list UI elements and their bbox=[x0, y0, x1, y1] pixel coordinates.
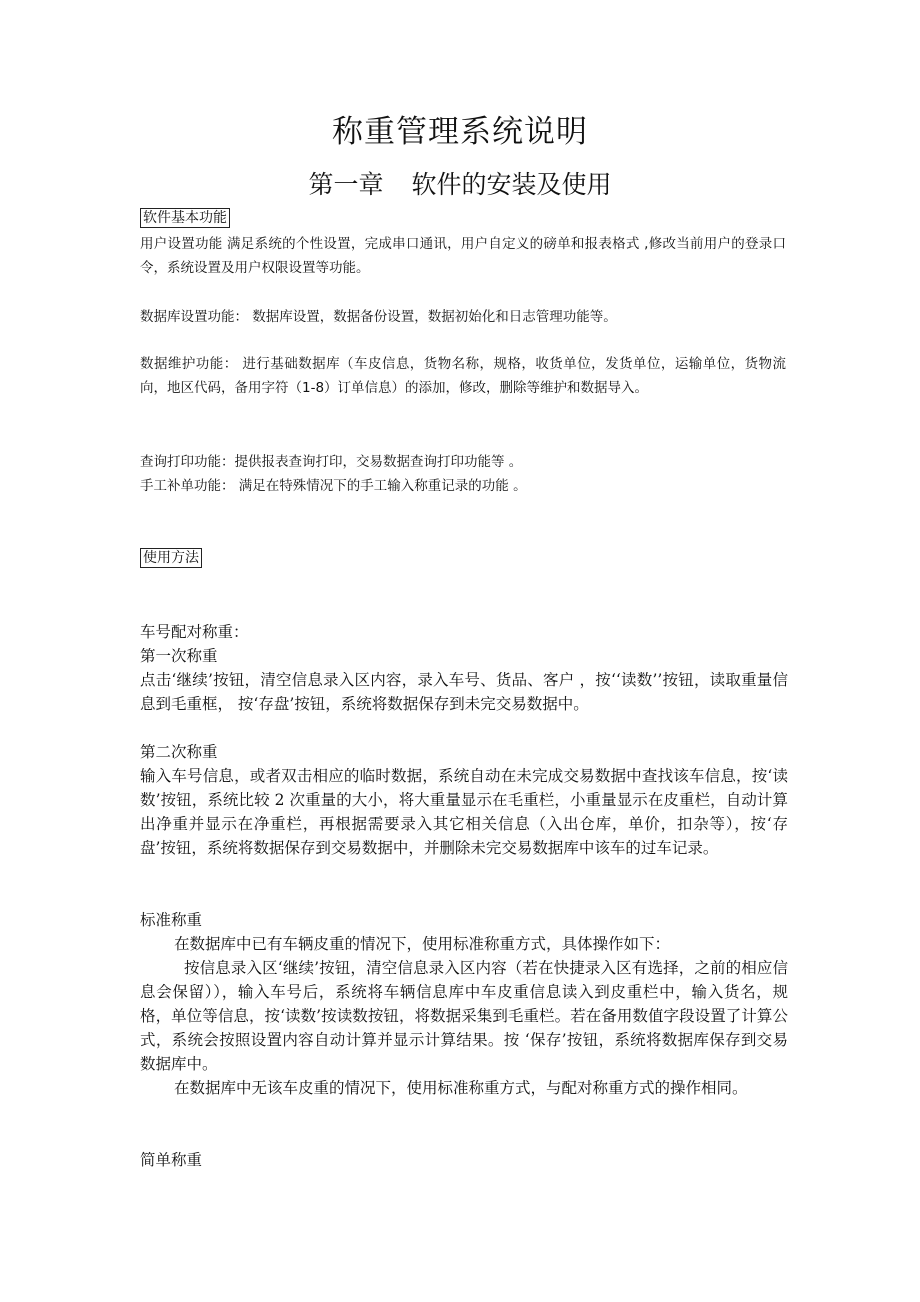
basic-functions-heading: 软件基本功能 bbox=[140, 208, 230, 228]
chapter-name: 软件的安装及使用 bbox=[411, 170, 612, 199]
second-weighing-text: 输入车号信息，或者双击相应的临时数据，系统自动在未完成交易数据中查找该车信息，按‘读数’按钮，系统比较 2 次重量的大小，将大重量显示在毛重栏，小重量显示在皮重栏，自动计算出净重并显示在净重栏，再根据需要录入其它相关信息（入出仓库，单价，扣杂等），按‘存盘’按钮，系统将数据保存到交易数据中，并删除未完交易数据库中该车的过车记录。 bbox=[140, 767, 788, 857]
query-print-paragraph: 查询打印功能：提供报表查询打印，交易数据查询打印功能等 。 bbox=[140, 454, 523, 470]
standard-weighing-paragraph-1: 在数据库中已有车辆皮重的情况下，使用标准称重方式，具体操作如下： bbox=[174, 935, 671, 953]
pair-weighing-heading: 车号配对称重： bbox=[140, 623, 249, 641]
simple-weighing-heading: 简单称重 bbox=[140, 1151, 203, 1169]
data-maintenance-paragraph: 数据维护功能： 进行基础数据库（车皮信息，货物名称，规格，收货单位，发货单位，运输单位，货物流向，地区代码，备用字符（1-8）订单信息）的添加，修改，删除等维护和数据导入。 bbox=[140, 356, 786, 396]
database-settings-paragraph: 数据库设置功能： 数据库设置，数据备份设置，数据初始化和日志管理功能等。 bbox=[140, 309, 617, 325]
chapter-label: 第一章 bbox=[308, 170, 384, 199]
standard-weighing-heading: 标准称重 bbox=[140, 911, 203, 929]
user-settings-paragraph: 用户设置功能 满足系统的个性设置，完成串口通讯，用户自定义的磅单和报表格式 ,修改当前用户的登录口令，系统设置及用户权限设置等功能。 bbox=[140, 236, 786, 276]
first-weighing-heading: 第一次称重 bbox=[140, 647, 218, 665]
document-title: 称重管理系统说明 bbox=[332, 114, 588, 150]
usage-heading: 使用方法 bbox=[140, 548, 202, 568]
first-weighing-text: 点击‘继续’按钮，清空信息录入区内容，录入车号、货品、客户 ，按‘‘读数’’按钮，读取重量信息到毛重框， 按‘存盘’按钮，系统将数据保存到未完交易数据中。 bbox=[140, 671, 788, 713]
standard-weighing-paragraph-3: 在数据库中无该车皮重的情况下，使用标准称重方式，与配对称重方式的操作相同。 bbox=[174, 1079, 748, 1097]
standard-weighing-paragraph-2: 按信息录入区‘继续’按钮，清空信息录入区内容（若在快捷录入区有选择，之前的相应信息会保留）），输入车号后，系统将车辆信息库中车皮重信息读入到皮重栏中，输入货名，规格，单位等信息，按‘读数’按读数按钮，将数据采集到毛重栏。若在备用数值字段设置了计算公式，系统会按照设置内容自动计算并显示计算结果。按 ‘保存’按钮，系统将数据库保存到交易数据库中。 bbox=[140, 959, 788, 1073]
manual-entry-paragraph: 手工补单功能： 满足在特殊情况下的手工输入称重记录的功能 。 bbox=[140, 478, 527, 494]
second-weighing-heading: 第二次称重 bbox=[140, 743, 218, 761]
chapter-heading bbox=[0, 168, 920, 202]
